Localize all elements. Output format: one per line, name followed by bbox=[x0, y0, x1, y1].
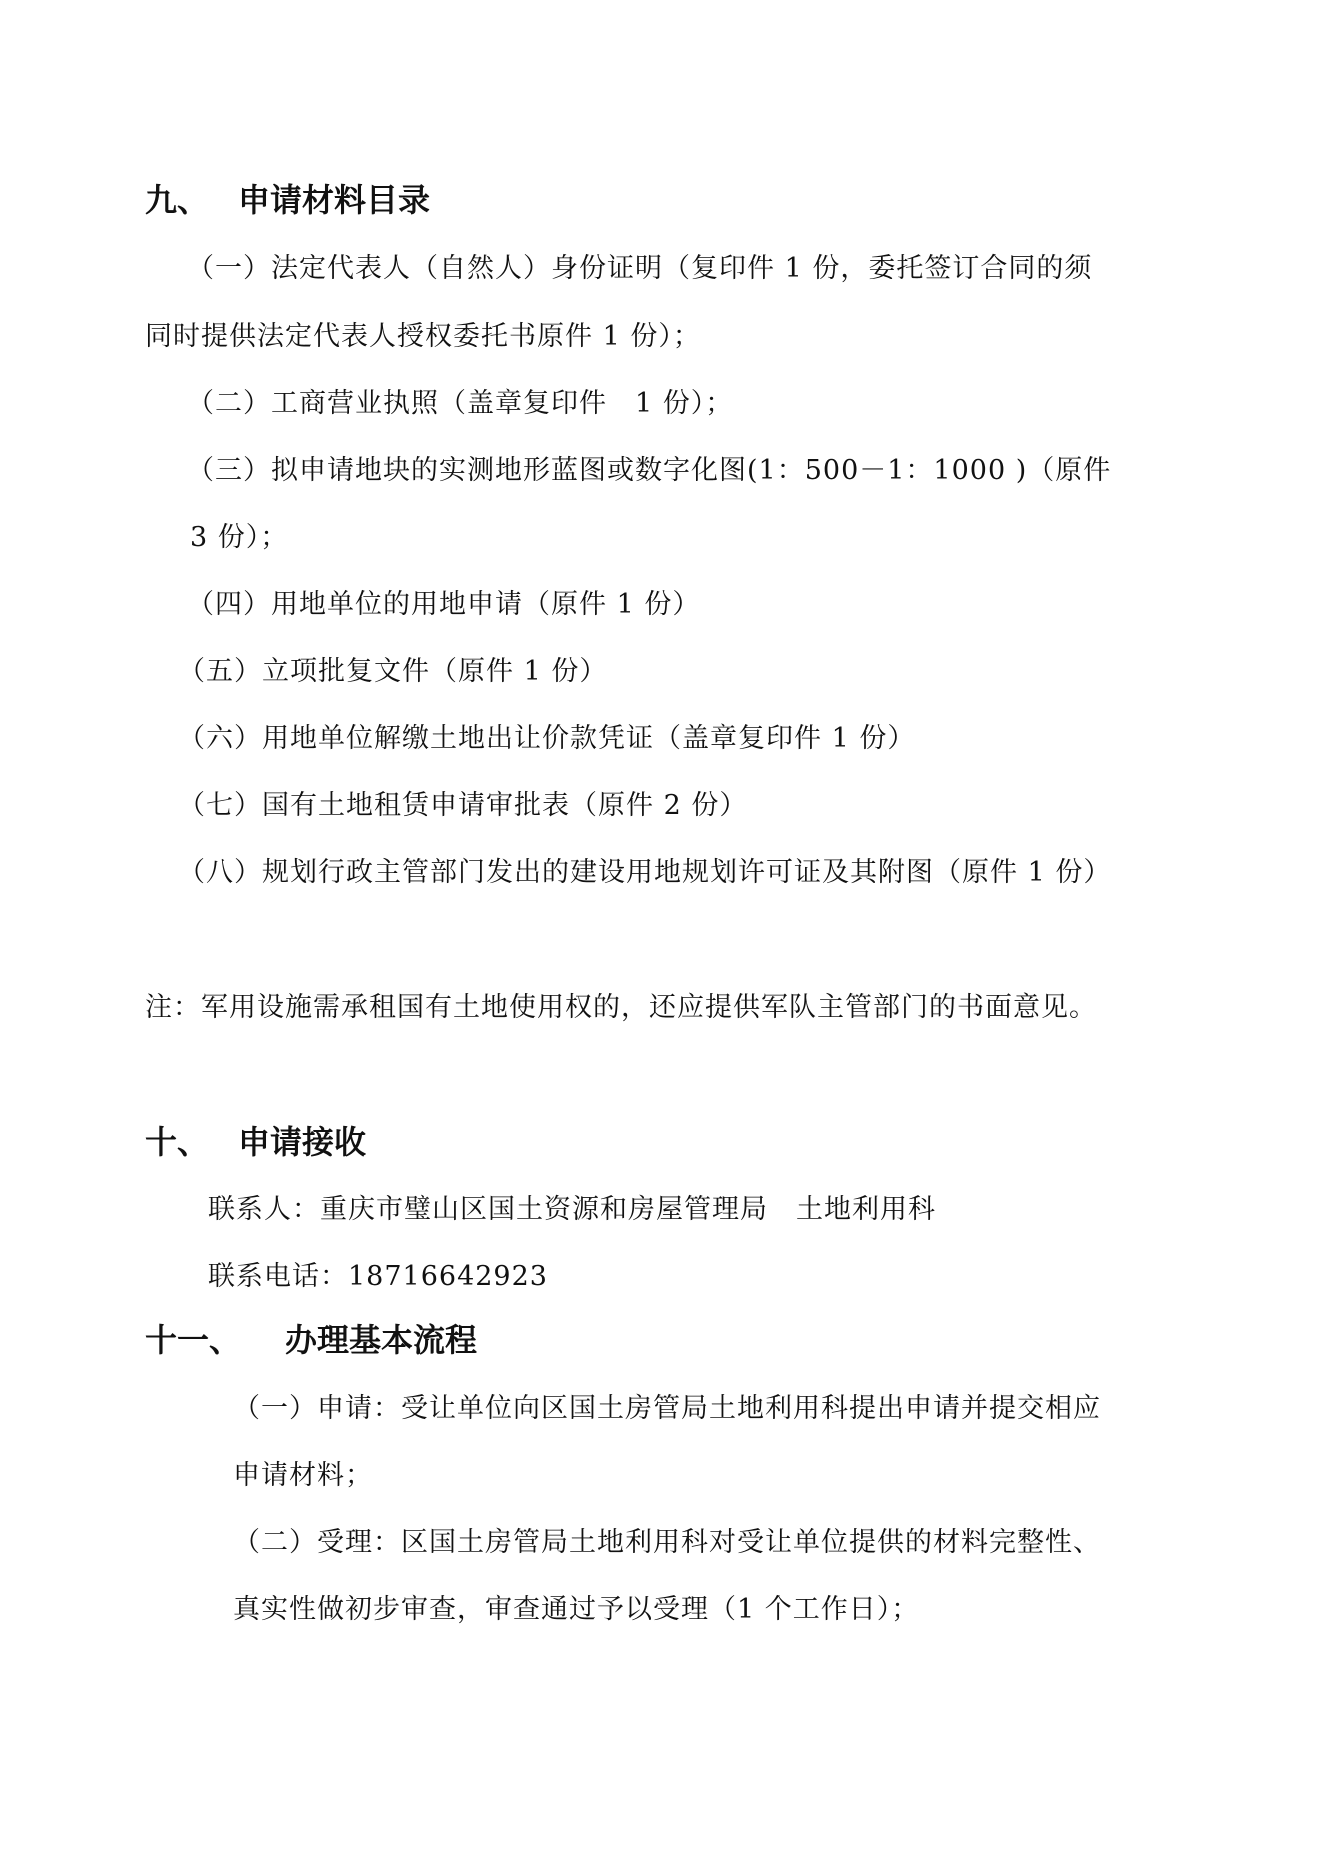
section-9-item-4: （四）用地单位的用地申请（原件 1 份） bbox=[187, 589, 701, 620]
section-9-note: 注：军用设施需承租国有土地使用权的，还应提供军队主管部门的书面意见。 bbox=[145, 992, 1097, 1023]
section-9-item-1-cont: 同时提供法定代表人授权委托书原件 1 份）； bbox=[145, 321, 701, 352]
section-9-item-7: （七）国有土地租赁申请审批表（原件 2 份） bbox=[178, 790, 748, 821]
section-9-item-1: （一）法定代表人（自然人）身份证明（复印件 1 份，委托签订合同的须 bbox=[187, 253, 1093, 284]
section-11-item-1-cont: 申请材料； bbox=[233, 1460, 373, 1491]
section-11-item-1: （一）申请：受让单位向区国土房管局土地利用科提出申请并提交相应 bbox=[233, 1393, 1101, 1424]
section-9-title: 申请材料目录 bbox=[238, 181, 431, 219]
contact-person: 联系人：重庆市璧山区国土资源和房屋管理局 土地利用科 bbox=[208, 1194, 936, 1225]
section-11-item-2: （二）受理：区国土房管局土地利用科对受让单位提供的材料完整性、 bbox=[233, 1527, 1101, 1558]
section-9-item-5: （五）立项批复文件（原件 1 份） bbox=[178, 656, 608, 687]
section-11-item-2-cont: 真实性做初步审查，审查通过予以受理（1 个工作日）； bbox=[233, 1594, 920, 1625]
section-11-heading bbox=[145, 1318, 478, 1362]
section-10-number: 十、 bbox=[145, 1123, 210, 1161]
section-9-item-2: （二）工商营业执照（盖章复印件 1 份）； bbox=[187, 388, 734, 419]
section-9-item-6: （六）用地单位解缴土地出让价款凭证（盖章复印件 1 份） bbox=[178, 723, 916, 754]
section-9-item-8: （八）规划行政主管部门发出的建设用地规划许可证及其附图（原件 1 份） bbox=[178, 857, 1112, 888]
section-11-title: 办理基本流程 bbox=[285, 1321, 478, 1359]
section-11-number: 十一、 bbox=[145, 1321, 242, 1359]
section-9-heading bbox=[145, 178, 431, 222]
section-10-title: 申请接收 bbox=[238, 1123, 367, 1161]
section-9-item-3: （三）拟申请地块的实测地形蓝图或数字化图(1：500－1：1000 )（原件 bbox=[187, 455, 1112, 486]
section-9-item-3-cont: 3 份）； bbox=[190, 522, 289, 553]
section-9-number: 九、 bbox=[145, 181, 210, 219]
section-10-heading bbox=[145, 1120, 367, 1164]
contact-phone: 联系电话：18716642923 bbox=[208, 1261, 548, 1292]
